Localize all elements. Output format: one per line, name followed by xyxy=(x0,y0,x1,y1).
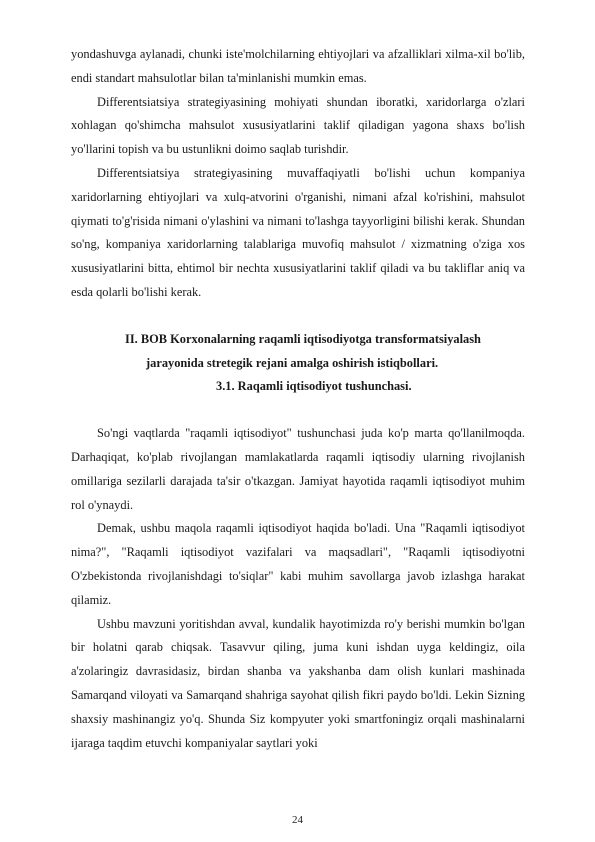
chapter-heading-line2: jarayonida stretegik rejani amalga oshirish istiqbollari. xyxy=(146,355,439,370)
paragraph: Differentsiatsiya strategiyasining muvaffaqiyatli bo'lishi uchun kompaniya xaridorlarning ehtiyojlari va xulq-atvorini o'rganishi, nimani afzal ko'rishini, mahsulot qiymati to'g'risida nimani o'ylashini va nimani to'lashga tayyorligini bilishi kerak. Shundan so'ng, kompaniya xaridorlarning talablariga muvofiq mahsulot / xizmatning o'ziga xos xususiyatlarini bitta, ehtimol bir nechta xususiyatlarini taklif qiladi va bu takliflar aniq va esda qolarli bo'lishi kerak. xyxy=(71,165,525,299)
paragraph: Demak, ushbu maqola raqamli iqtisodiyot haqida bo'ladi. Una "Raqamli iqtisodiyot nima?", "Raqamli iqtisodiyot vazifalari va maqsadlari", "Raqamli iqtisodiyotni O'zbekistonda rivojlanishdagi to'siqlar" kabi muhim savollarga javob izlashga harakat qilamiz. xyxy=(71,521,525,607)
body-text xyxy=(71,43,525,755)
page-number: 24 xyxy=(292,814,303,826)
chapter-heading xyxy=(71,328,525,399)
chapter-heading-line1: II. BOB Korxonalarning raqamli iqtisodiyotga transformatsiyalash xyxy=(125,331,481,346)
paragraph: yondashuvga aylanadi, chunki iste'molchilarning ehtiyojlari va afzalliklari xilma-xil bo'lib, endi standart mahsulotlar bilan ta'minlanishi mumkin emas. xyxy=(71,47,525,85)
paragraph: Differentsiatsiya strategiyasining mohiyati shundan iboratki, xaridorlarga o'zlari xohlagan qo'shimcha mahsulot xususiyatlarini taklif qiladigan yagona shaxs bo'lish yo'llarini topish va bu ustunlikni doimo saqlab turishdir. xyxy=(71,94,525,157)
paragraph: So'ngi vaqtlarda "raqamli iqtisodiyot" tushunchasi juda ko'p marta qo'llanilmoqda. Darhaqiqat, ko'plab rivojlangan mamlakatlarda raqamli iqtisodiy ularning rivojlanish omillariga sezilarli darajada ta'sir o'tkazgan. Jamiyat hayotida raqamli iqtisodiyot muhim rol o'ynaydi. xyxy=(71,426,525,512)
paragraph: Ushbu mavzuni yoritishdan avval, kundalik hayotimizda ro'y berishi mumkin bo'lgan bir holatni qarab chiqsak. Tasavvur qiling, juma kuni ishdan uyga keldingiz, oila a'zolaringiz davrasidasiz, birdan shanba va yakshanba dam olish kunlari mashinada Samarqand viloyati va Samarqand shahriga sayohat qilish fikri paydo bo'ldi. Lekin Sizning shaxsiy mashinangiz yo'q. Shunda Siz kompyuter yoki smartfoningiz orqali mashinalarni ijaraga taqdim etuvchi kompaniyalar saytlari yoki xyxy=(71,616,525,750)
section-heading: 3.1. Raqamli iqtisodiyot tushunchasi. xyxy=(216,379,412,394)
